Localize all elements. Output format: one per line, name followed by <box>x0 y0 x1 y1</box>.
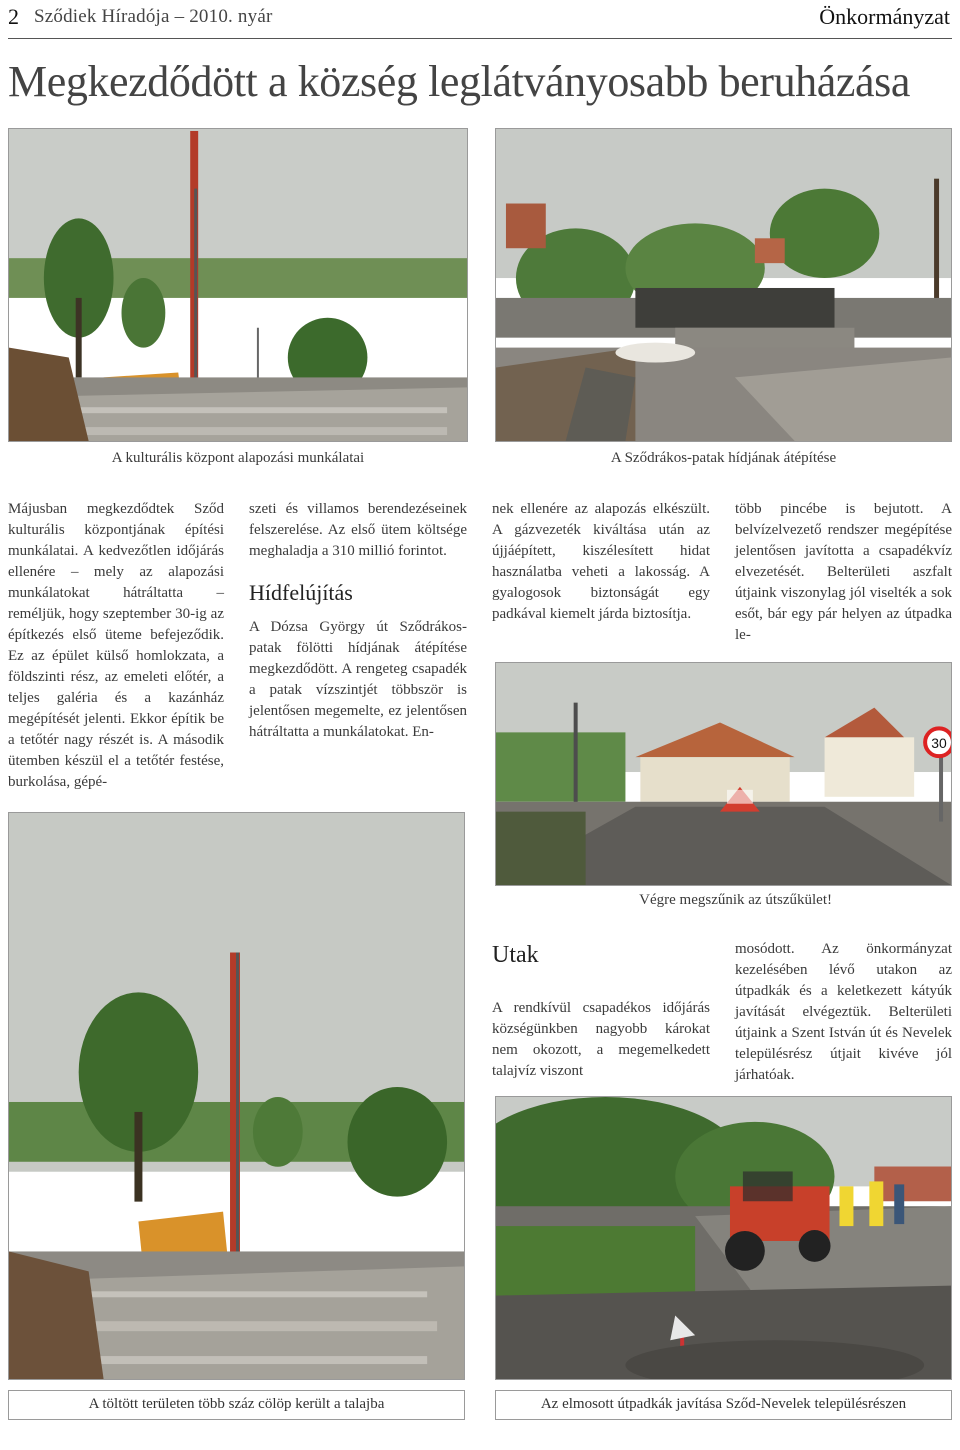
article-column-2 <box>249 499 467 743</box>
caption-bridge: A Sződrákos-patak hídjának átépítése <box>610 450 837 466</box>
article-col1-text: Májusban megkezdődtek Sződ kulturális központjának építési munkálatai. A kedvezőtlen időjárás ellenére – mely az alapozási munkálatokat hátráltatta – reméljük, hogy szeptember 30-ig az építkezés első üteme befejeződik. Ez az épület külső homlokzata, a földszinti rész, az emeleti előtér, a teljes galéria és a kazánház megépítését jelenti. Ekkor építik be a tetőtér nagy részét is. A második ütemben készül el a tetőtér festése, burkolása, gépé- <box>8 501 224 790</box>
heading-bridge: Hídfelújítás <box>249 580 353 605</box>
roads-column-1 <box>492 998 710 1082</box>
issue-label: Sződiek Híradója – 2010. nyár <box>34 6 273 27</box>
caption-tractor: Az elmosott útpadkák javítása Sződ-Nevelek településrészen <box>495 1390 952 1420</box>
heading-roads: Utak <box>492 942 539 968</box>
page-number: 2 <box>8 4 19 29</box>
page-title: Megkezdődött a község leglátványosabb beruházása <box>8 57 911 106</box>
header-rule <box>8 38 952 39</box>
photo-tractor-repair <box>495 1096 952 1380</box>
article-col2-text-a: szeti és villamos berendezéseinek felszerelése. Az első ütem költsége meghaladja a 310 millió forintot. <box>249 501 467 559</box>
article-col2-text-b: A Dózsa György út Sződrákos-patak fölötti hídjának átépítése megkezdődött. A rengeteg csapadék a patak vízszintjét többször is jelentősen megemelte, ez jelentősen hátráltatta a munkálatokat. En- <box>249 619 467 740</box>
caption-piling: A töltött területen több száz cölöp került a talajba <box>8 1390 465 1420</box>
article-col3-text: nek ellenére az alapozás elkészült. A gázvezeték kiváltása után az újjáépített, kiszélesített hidat használatba veheti a lakosság. A gyalogosok biztonságát egy padkával kiemelt járda biztosítja. <box>492 501 710 622</box>
photo-piling-rig <box>8 812 465 1380</box>
roads-col2-text: mosódott. Az önkormányzat kezelésében lévő utakon az útpadkák és a keletkezett kátyúk javítását elvégeztük. Belterületi útjaink a Szent István út és Nevelek településrész útjait kivéve jól járhatóak. <box>735 941 952 1083</box>
photo-road-narrowing <box>495 662 952 886</box>
speed-sign-text: 30 <box>931 735 947 752</box>
caption-foundation: A kulturális központ alapozási munkálatai <box>111 450 365 466</box>
roads-col1-text: A rendkívül csapadékos időjárás községünkben nagyobb károkat nem okozott, a megemelkedett talajvíz viszont <box>492 1000 710 1079</box>
article-col4-text: több pincébe is bejutott. A belvízelvezető rendszer megépítése jelentősen javította a csapadékvíz elvezetését. Belterületi aszfalt útjaink viszonylag jól viselték a sok esőt, bár egy pár helyen az útpadka le- <box>735 501 952 643</box>
section-label: Önkormányzat <box>819 4 950 29</box>
article-column-4 <box>735 499 952 646</box>
photo-bridge-rebuild <box>495 128 952 442</box>
caption-road: Végre megszűnik az útszűkület! <box>639 892 832 908</box>
article-column-1 <box>8 499 224 793</box>
roads-column-2 <box>735 939 952 1086</box>
article-column-3 <box>492 499 710 625</box>
photo-foundation-works <box>8 128 468 442</box>
